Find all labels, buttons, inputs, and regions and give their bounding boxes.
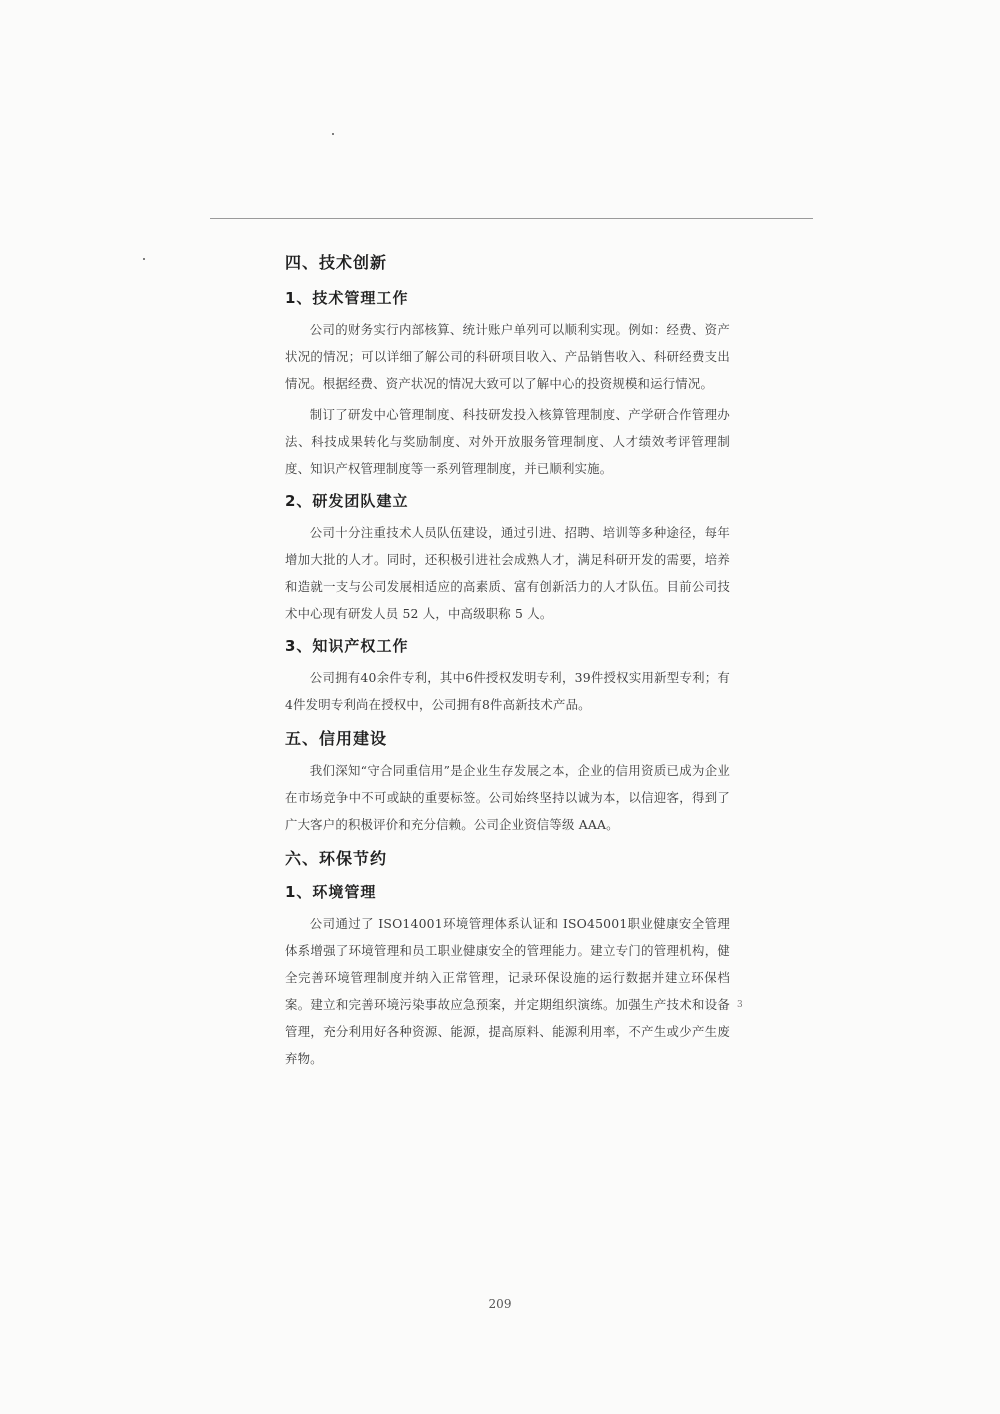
scan-speck (332, 133, 334, 135)
main-content (285, 250, 730, 1072)
scan-speck (143, 258, 145, 260)
paragraph: 公司拥有40余件专利，其中6件授权发明专利，39件授权实用新型专利；有4件发明专利尚在授权中，公司拥有8件高新技术产品。 (285, 670, 730, 712)
paragraph: 公司通过了 ISO14001环境管理体系认证和 ISO45001职业健康安全管理体系增强了环境管理和员工职业健康安全的管理能力。建立专门的管理机构，健全完善环境管理制度并纳入正常管理，记录环保设施的运行数据并建立环保档案。建立和完善环境污染事故应急预案，并定期组织演练。加强生产技术和设备管理，充分利用好各种资源、能源，提高原料、能源利用率，不产生或少产生废弃物。 (285, 916, 730, 1066)
section-title-4: 四、技术创新 (285, 253, 388, 272)
paragraph: 制订了研发中心管理制度、科技研发投入核算管理制度、产学研合作管理办法、科技成果转化与奖励制度、对外开放服务管理制度、人才绩效考评管理制度、知识产权管理制度等一系列管理制度，并已顺利实施。 (285, 407, 730, 476)
header-rule (210, 218, 813, 219)
subsection-title-4-3: 3、知识产权工作 (285, 637, 409, 655)
paragraph: 公司的财务实行内部核算、统计账户单列可以顺利实现。例如：经费、资产状况的情况；可以详细了解公司的科研项目收入、产品销售收入、科研经费支出情况。根据经费、资产状况的情况大致可以了解中心的投资规模和运行情况。 (285, 322, 730, 391)
section-title-6: 六、环保节约 (285, 849, 388, 868)
page-number: 209 (488, 1297, 512, 1311)
section-title-5: 五、信用建设 (285, 729, 388, 748)
subsection-title-4-2: 2、研发团队建立 (285, 492, 409, 510)
paragraph: 公司十分注重技术人员队伍建设，通过引进、招聘、培训等多种途径，每年增加大批的人才。同时，还积极引进社会成熟人才，满足科研开发的需要，培养和造就一支与公司发展相适应的高素质、富有创新活力的人才队伍。目前公司技术中心现有研发人员 52 人，中高级职称 5 人。 (285, 525, 730, 621)
margin-mark: 3 (737, 1000, 743, 1010)
paragraph: 我们深知“守合同重信用”是企业生存发展之本，企业的信用资质已成为企业在市场竞争中不可或缺的重要标签。公司始终坚持以诚为本，以信迎客，得到了广大客户的积极评价和充分信赖。公司企业资信等级 AAA。 (285, 763, 730, 832)
subsection-title-4-1: 1、技术管理工作 (285, 289, 409, 307)
subsection-title-6-1: 1、环境管理 (285, 883, 377, 901)
